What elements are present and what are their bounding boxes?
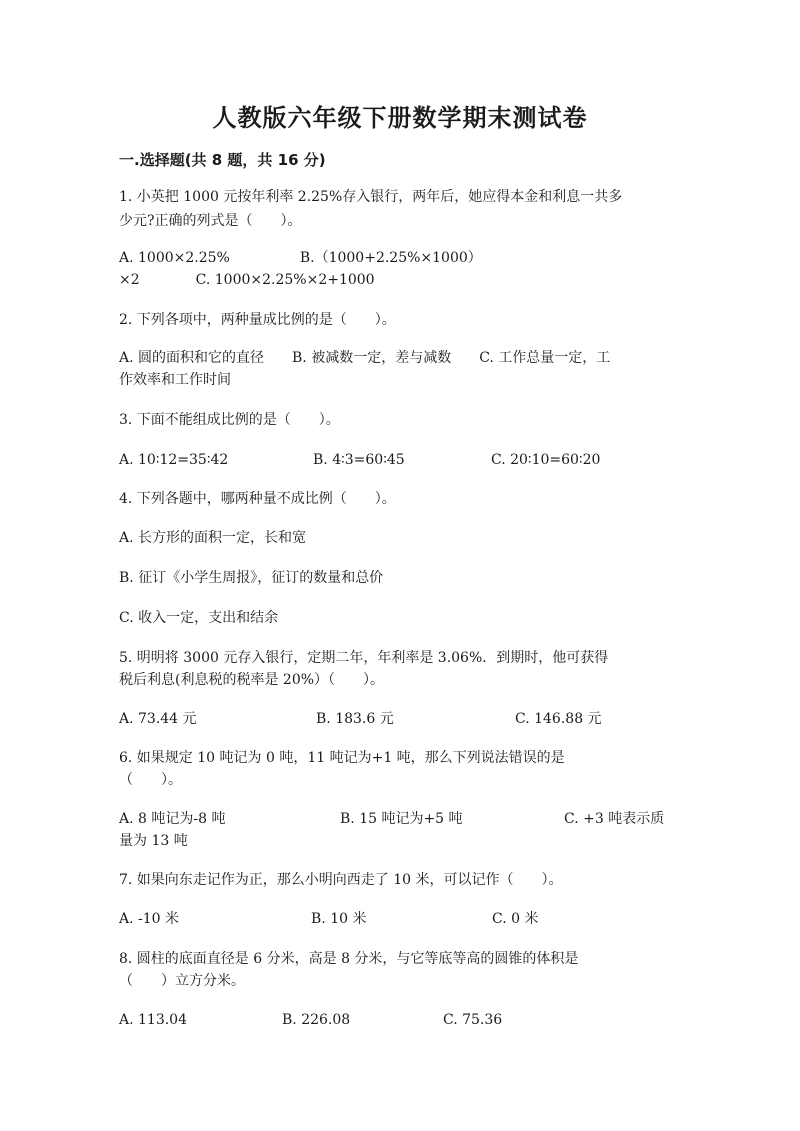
question-1-line-1: 1. 小英把 1000 元按年利率 2.25%存入银行，两年后，她应得本金和利息一共多 (119, 189, 623, 205)
question-6-line-1: 6. 如果规定 10 吨记为 0 吨，11 吨记为+1 吨，那么下列说法错误的是 (119, 750, 565, 766)
question-8-option-a: A. 113.04 (119, 1012, 187, 1028)
question-2-options-line-2: 作效率和工作时间 (119, 372, 231, 388)
question-8-option-b: B. 226.08 (282, 1012, 351, 1028)
question-5-option-a: A. 73.44 元 (119, 711, 197, 727)
question-5-option-c: C. 146.88 元 (515, 711, 602, 727)
page-title: 人教版六年级下册数学期末测试卷 (212, 104, 588, 132)
question-6-option-c: C. +3 吨表示质 (564, 811, 665, 827)
question-5-line-2: 税后利息(利息税的税率是 20%）（ ）。 (119, 672, 385, 688)
question-4-option-c: C. 收入一定，支出和结余 (119, 610, 279, 626)
question-1-line-2: 少元?正确的列式是（ ）。 (119, 213, 302, 229)
question-4-line-1: 4. 下列各题中，哪两种量不成比例（ ）。 (119, 491, 396, 507)
question-8-line-1: 8. 圆柱的底面直径是 6 分米，高是 8 分米，与它等底等高的圆锥的体积是 (119, 951, 579, 967)
question-4-option-a: A. 长方形的面积一定，长和宽 (119, 530, 307, 546)
question-3-option-a: A. 10∶12=35∶42 (119, 452, 229, 468)
question-1-options-line-1: A. 1000×2.25% B.（1000+2.25%×1000） (119, 250, 482, 266)
question-3-option-b: B. 4∶3=60∶45 (313, 452, 405, 468)
question-8-line-2: （ ）立方分米。 (119, 973, 245, 989)
question-2-line-1: 2. 下列各项中，两种量成比例的是（ ）。 (119, 312, 396, 328)
question-7-line-1: 7. 如果向东走记作为正，那么小明向西走了 10 米，可以记作（ ）。 (119, 872, 563, 888)
section-heading: 一.选择题(共 8 题，共 16 分) (119, 151, 326, 169)
question-3-line-1: 3. 下面不能组成比例的是（ ）。 (119, 412, 340, 428)
question-1-options-line-2: ×2 C. 1000×2.25%×2+1000 (119, 272, 375, 288)
question-7-option-c: C. 0 米 (492, 911, 539, 927)
question-5-option-b: B. 183.6 元 (316, 711, 394, 727)
question-6-line-2: （ ）。 (119, 772, 182, 788)
question-2-options-line-1: A. 圆的面积和它的直径 B. 被减数一定，差与减数 C. 工作总量一定，工 (119, 350, 611, 366)
question-3-option-c: C. 20∶10=60∶20 (491, 452, 601, 468)
question-6-option-c-continued: 量为 13 吨 (119, 833, 188, 849)
question-7-option-a: A. -10 米 (119, 911, 180, 927)
question-6-option-b: B. 15 吨记为+5 吨 (340, 811, 463, 827)
question-7-option-b: B. 10 米 (311, 911, 367, 927)
question-8-option-c: C. 75.36 (443, 1012, 503, 1028)
question-5-line-1: 5. 明明将 3000 元存入银行，定期二年，年利率是 3.06%．到期时，他可获得 (119, 650, 609, 666)
question-4-option-b: B. 征订《小学生周报》，征订的数量和总价 (119, 570, 384, 586)
question-6-option-a: A. 8 吨记为-8 吨 (119, 811, 226, 827)
